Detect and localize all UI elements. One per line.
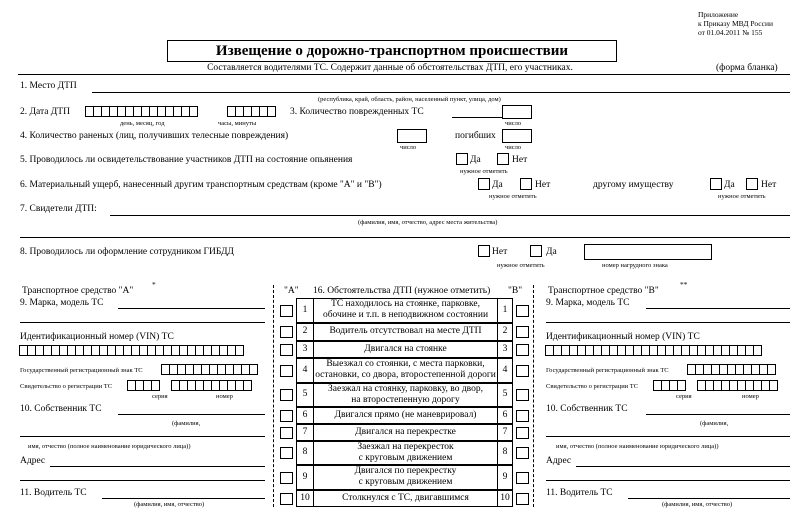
place-input[interactable] xyxy=(92,92,790,93)
vehicle-a-surname-hint: (фамилия, xyxy=(172,420,201,427)
vehicle-a-plate-cells[interactable] xyxy=(162,364,258,375)
vehicle-b-vin-label: Идентификационный номер (VIN) ТС xyxy=(546,332,700,342)
appendix-line1: Приложение xyxy=(698,10,739,19)
damage-no-label: Нет xyxy=(535,180,551,190)
intoxication-label: 5. Проводилось ли освидетельствование участников ДТП на состояние опьянения xyxy=(20,155,353,165)
dead-input[interactable] xyxy=(502,129,532,143)
circumstance-a-number: 4 xyxy=(302,365,308,375)
vehicle-b-driver-hint: (фамилия, имя, отчество) xyxy=(662,501,733,508)
vehicle-a-model-input-2[interactable] xyxy=(20,322,265,323)
circumstances-right-border xyxy=(533,285,534,507)
circumstance-a-number: 8 xyxy=(302,447,308,457)
vehicle-a-vin-cells[interactable] xyxy=(20,345,244,356)
traffic-police-yes-label: Да xyxy=(546,247,557,257)
vehicle-a-driver-hint: (фамилия, имя, отчество) xyxy=(134,501,205,508)
injured-input[interactable] xyxy=(397,129,427,143)
circumstance-b-checkbox[interactable] xyxy=(516,344,529,356)
circumstance-b-checkbox[interactable] xyxy=(516,410,529,422)
circumstance-a-number: 6 xyxy=(302,410,308,420)
damaged-vehicles-line xyxy=(452,117,502,118)
damage-hint: нужное отметить xyxy=(489,193,537,200)
vehicle-a-series-hint: серия xyxy=(152,393,168,400)
circumstance-a-number: 7 xyxy=(302,427,308,437)
circumstance-text: Двигался прямо (не маневрировал) xyxy=(334,410,477,420)
damage-other-yes-label: Да xyxy=(724,180,735,190)
circumstance-a-number: 2 xyxy=(302,326,308,336)
circumstance-b-number: 10 xyxy=(500,493,510,503)
page-title: Извещение о дорожно-транспортном происшествии xyxy=(215,43,569,59)
vehicle-b-driver-input[interactable] xyxy=(628,498,790,499)
vehicle-a-driver-input[interactable] xyxy=(102,498,265,499)
dead-hint: число xyxy=(505,144,522,151)
dead-label: погибших xyxy=(455,131,496,141)
col-a-header: "А" xyxy=(284,286,299,296)
circumstance-text-line2: на второстепенную дорогу xyxy=(351,395,460,405)
vehicle-b-address-input[interactable] xyxy=(576,466,790,467)
circumstance-text: Столкнулся с ТС, двигавшимся xyxy=(342,493,469,503)
vehicle-b-cert-series-cells[interactable] xyxy=(654,380,686,391)
intoxication-yes-checkbox[interactable] xyxy=(456,153,468,165)
circumstance-b-number: 7 xyxy=(502,427,508,437)
vehicle-b-title: Транспортное средство "В" xyxy=(548,286,659,296)
circumstance-b-checkbox[interactable] xyxy=(516,305,529,317)
appendix-line3: от 01.04.2011 № 155 xyxy=(698,28,763,37)
date-cells[interactable] xyxy=(86,106,198,117)
witnesses-input[interactable] xyxy=(110,215,790,216)
circumstances-left-border xyxy=(273,285,274,507)
circumstance-text: Двигался на перекрестке xyxy=(355,427,456,437)
circumstances-title: 16. Обстоятельства ДТП (нужное отметить) xyxy=(313,286,491,296)
circumstance-a-checkbox[interactable] xyxy=(280,427,293,439)
circumstance-a-checkbox[interactable] xyxy=(280,493,293,505)
time-hint: часы, минуты xyxy=(218,120,257,127)
circumstance-text-line2: с круговым движением xyxy=(358,477,453,487)
witnesses-input-2[interactable] xyxy=(20,237,790,238)
vehicle-b-model-input-2[interactable] xyxy=(546,322,790,323)
vehicle-a-number-hint: номер xyxy=(216,393,233,400)
vehicle-b-cert-label: Свидетельство о регистрации ТС xyxy=(546,383,639,390)
damage-other-yes-checkbox[interactable] xyxy=(710,178,722,190)
circumstance-text: Водитель отсутствовал на месте ДТП xyxy=(329,326,482,336)
damage-other-no-checkbox[interactable] xyxy=(746,178,758,190)
intoxication-hint: нужное отметить xyxy=(460,168,508,175)
vehicle-a-address-input[interactable] xyxy=(50,466,265,467)
vehicle-b-address-label: Адрес xyxy=(546,456,572,466)
circumstance-a-number: 9 xyxy=(302,472,308,482)
witnesses-label: 7. Свидетели ДТП: xyxy=(20,204,97,214)
vehicle-b-model-input[interactable] xyxy=(646,308,790,309)
vehicle-a-cert-label: Свидетельство о регистрации ТС xyxy=(20,383,113,390)
circumstance-b-checkbox[interactable] xyxy=(516,447,529,459)
circumstance-text-line2: обочине и т.п. в неподвижном состоянии xyxy=(322,310,489,320)
traffic-police-yes-checkbox[interactable] xyxy=(530,245,542,257)
circumstance-a-number: 1 xyxy=(302,305,308,315)
vehicle-b-model-label: 9. Марка, модель ТС xyxy=(546,298,630,308)
vehicle-b-vin-cells[interactable] xyxy=(546,345,762,356)
circumstance-a-number: 5 xyxy=(302,389,308,399)
circumstance-b-checkbox[interactable] xyxy=(516,389,529,401)
vehicle-b-number-hint: номер xyxy=(742,393,759,400)
form-type: (форма бланка) xyxy=(716,63,778,73)
intoxication-no-label: Нет xyxy=(512,155,528,165)
vehicle-b-address-input-2[interactable] xyxy=(546,480,790,481)
vehicle-a-star: * xyxy=(152,280,156,289)
vehicle-a-owner-input-2[interactable] xyxy=(20,436,265,437)
circumstance-text: Выезжал со стоянки, с места парковки, xyxy=(326,359,485,369)
circumstance-text-line2: остановки, со двора, второстепенной дороги xyxy=(315,370,496,380)
vehicle-b-star: ** xyxy=(680,280,688,289)
damage-yes-checkbox[interactable] xyxy=(478,178,490,190)
damaged-vehicles-input[interactable] xyxy=(502,105,532,119)
circumstance-b-number: 4 xyxy=(502,365,508,375)
vehicle-b-cert-number-cells[interactable] xyxy=(698,380,778,391)
vehicle-b-driver-label: 11. Водитель ТС xyxy=(546,488,613,498)
circumstance-text: ТС находилось на стоянке, парковке, xyxy=(331,299,480,309)
vehicle-a-model-input[interactable] xyxy=(118,308,265,309)
circumstance-text-line2: с круговым движением xyxy=(358,453,453,463)
traffic-police-hint: нужное отметить xyxy=(497,262,545,269)
vehicle-a-title: Транспортное средство "А" xyxy=(22,286,134,296)
vehicle-b-name-hint: имя, отчество (полное наименование юридического лица)) xyxy=(556,443,719,450)
badge-number-input[interactable] xyxy=(584,244,712,260)
circumstance-a-checkbox[interactable] xyxy=(280,447,293,459)
circumstance-b-number: 3 xyxy=(502,344,508,354)
vehicle-a-owner-label: 10. Собственник ТС xyxy=(20,404,102,414)
badge-number-hint: номер нагрудного знака xyxy=(602,262,668,269)
circumstance-a-checkbox[interactable] xyxy=(280,365,293,377)
intoxication-yes-label: Да xyxy=(470,155,481,165)
circumstance-text: Заезжал на перекресток xyxy=(357,442,454,452)
vehicle-a-owner-input[interactable] xyxy=(118,414,265,415)
vehicle-b-owner-label: 10. Собственник ТС xyxy=(546,404,628,414)
header-divider xyxy=(18,74,790,75)
circumstance-b-number: 5 xyxy=(502,389,508,399)
circumstance-text: Заезжал на стоянку, парковку, во двор, xyxy=(328,384,483,394)
vehicle-b-plate-label: Государственный регистрационный знак ТС xyxy=(546,367,669,374)
vehicle-a-name-hint: имя, отчество (полное наименование юридического лица)) xyxy=(28,443,191,450)
damaged-vehicles-label: 3. Количество поврежденных ТС xyxy=(290,107,424,117)
circumstance-b-checkbox[interactable] xyxy=(516,326,529,338)
vehicle-b-owner-input-2[interactable] xyxy=(546,436,790,437)
place-label: 1. Место ДТП xyxy=(20,81,77,91)
vehicle-b-owner-input[interactable] xyxy=(646,414,790,415)
vehicle-a-address-input-2[interactable] xyxy=(20,480,265,481)
circumstance-b-number: 6 xyxy=(502,410,508,420)
damage-other-hint: нужное отметить xyxy=(718,193,766,200)
circumstance-b-number: 8 xyxy=(502,447,508,457)
circumstance-a-checkbox[interactable] xyxy=(280,389,293,401)
damage-other-label: другому имуществу xyxy=(593,180,674,190)
circumstance-a-checkbox[interactable] xyxy=(280,472,293,484)
circumstance-a-number: 10 xyxy=(300,493,310,503)
vehicle-b-surname-hint: (фамилия, xyxy=(700,420,729,427)
traffic-police-no-checkbox[interactable] xyxy=(478,245,490,257)
appendix-line2: к Приказу МВД России xyxy=(698,19,773,28)
damage-other-no-label: Нет xyxy=(761,180,777,190)
vehicle-a-model-label: 9. Марка, модель ТС xyxy=(20,298,104,308)
circumstance-a-number: 3 xyxy=(302,344,308,354)
circumstance-b-checkbox[interactable] xyxy=(516,472,529,484)
damage-yes-label: Да xyxy=(492,180,503,190)
circumstance-b-checkbox[interactable] xyxy=(516,493,529,505)
circumstance-a-checkbox[interactable] xyxy=(280,410,293,422)
vehicle-a-address-label: Адрес xyxy=(20,456,46,466)
circumstance-b-number: 2 xyxy=(502,326,508,336)
injured-label: 4. Количество раненых (лиц, получивших телесные повреждения) xyxy=(20,131,289,141)
witnesses-hint: (фамилия, имя, отчество, адрес места жительства) xyxy=(358,219,498,226)
vehicle-b-plate-cells[interactable] xyxy=(688,364,776,375)
damage-label: 6. Материальный ущерб, нанесенный другим транспортным средствам (кроме "А" и "В") xyxy=(20,180,382,190)
circumstance-b-number: 1 xyxy=(502,305,508,315)
place-hint: (республика, край, область, район, населенный пункт, улица, дом) xyxy=(318,96,501,103)
intoxication-no-checkbox[interactable] xyxy=(497,153,509,165)
circumstance-b-checkbox[interactable] xyxy=(516,365,529,377)
circumstance-b-checkbox[interactable] xyxy=(516,427,529,439)
vehicle-a-cert-series-cells[interactable] xyxy=(128,380,160,391)
vehicle-a-cert-number-cells[interactable] xyxy=(172,380,252,391)
traffic-police-label: 8. Проводилось ли оформление сотрудником ГИБДД xyxy=(20,247,234,257)
circumstance-a-checkbox[interactable] xyxy=(280,344,293,356)
col-b-header: "В" xyxy=(508,286,523,296)
traffic-police-no-label: Нет xyxy=(492,247,508,257)
vehicle-a-vin-label: Идентификационный номер (VIN) ТС xyxy=(20,332,174,342)
time-cells[interactable] xyxy=(228,106,276,117)
damaged-vehicles-hint: число xyxy=(505,120,522,127)
circumstance-b-number: 9 xyxy=(502,472,508,482)
vehicle-a-driver-label: 11. Водитель ТС xyxy=(20,488,87,498)
vehicle-a-plate-label: Государственный регистрационный знак ТС xyxy=(20,367,143,374)
date-hint: день, месяц, год xyxy=(120,120,165,127)
circumstance-text: Двигался на стоянке xyxy=(364,344,447,354)
injured-hint: число xyxy=(400,144,417,151)
date-label: 2. Дата ДТП xyxy=(20,107,70,117)
circumstance-a-checkbox[interactable] xyxy=(280,326,293,338)
vehicle-b-series-hint: серия xyxy=(676,393,692,400)
circumstance-text: Двигался по перекрестку xyxy=(354,466,457,476)
damage-no-checkbox[interactable] xyxy=(520,178,532,190)
page-subtitle: Составляется водителями ТС. Содержит данные об обстоятельствах ДТП, его участниках. xyxy=(207,63,573,73)
circumstance-a-checkbox[interactable] xyxy=(280,305,293,317)
